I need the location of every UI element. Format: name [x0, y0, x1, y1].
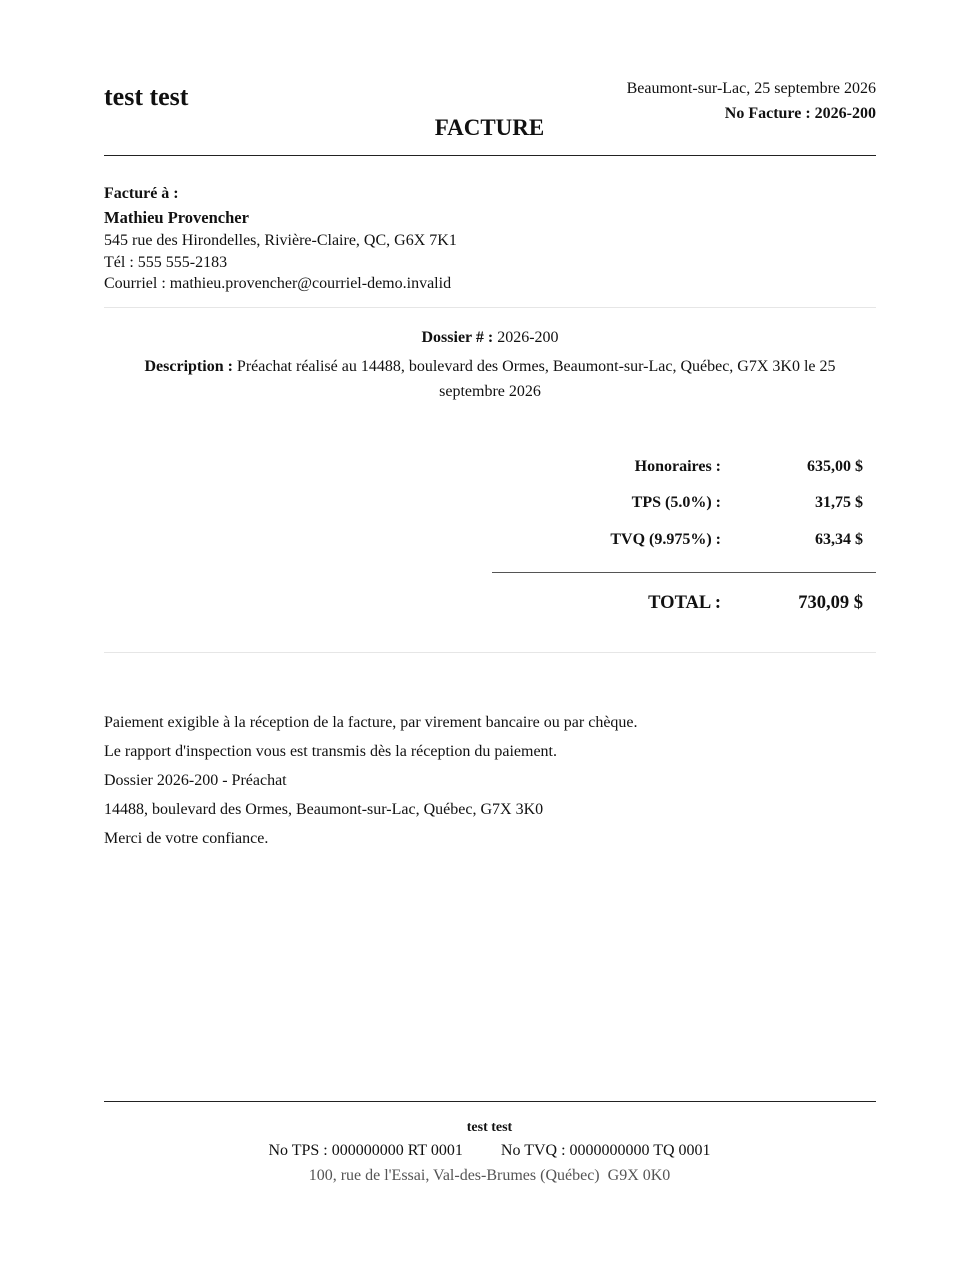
grand-total-label: TOTAL : — [648, 593, 721, 613]
dossier-line — [104, 329, 876, 347]
billed-to-block — [104, 183, 457, 295]
note-line: Merci de votre confiance. — [104, 830, 269, 847]
document-title: FACTURE — [434, 115, 545, 140]
tps-value: 31,75 $ — [815, 494, 863, 511]
invoice-number-label: No Facture : — [724, 105, 815, 122]
footer-divider — [104, 1101, 876, 1102]
note-line: Dossier 2026-200 - Préachat — [104, 772, 287, 789]
totals-divider — [104, 652, 876, 653]
description-line — [120, 354, 860, 404]
footer-tps: No TPS : 000000000 RT 0001 — [268, 1142, 463, 1159]
billed-to-heading: Facturé à : — [104, 185, 179, 202]
invoice-date: Beaumont-sur-Lac, 25 septembre 2026 — [626, 80, 876, 97]
header-divider — [104, 155, 876, 156]
client-email: Courriel : mathieu.provencher@courriel-demo.invalid — [104, 275, 452, 292]
fees-label: Honoraires : — [634, 458, 721, 475]
footer-address: 100, rue de l'Essai, Val-des-Brumes (Québec) G9X 0K0 — [308, 1167, 671, 1184]
dossier-label: Dossier # : — [421, 329, 494, 346]
footer-tvq: No TVQ : 0000000000 TQ 0001 — [500, 1142, 711, 1159]
invoice-number-value: 2026-200 — [814, 105, 876, 122]
footer-tax-numbers — [0, 1142, 979, 1160]
tvq-value: 63,34 $ — [815, 531, 863, 548]
note-line: 14488, boulevard des Ormes, Beaumont-sur-Lac, Québec, G7X 3K0 — [104, 801, 544, 818]
payment-notes — [104, 708, 638, 853]
grand-total-value: 730,09 $ — [798, 593, 863, 613]
fees-value: 635,00 $ — [807, 458, 863, 475]
company-name: test test — [104, 82, 189, 111]
footer-company-name: test test — [466, 1120, 513, 1135]
dossier-value: 2026-200 — [497, 329, 559, 346]
note-line: Paiement exigible à la réception de la facture, par virement bancaire ou par chèque. — [104, 714, 638, 731]
description-value: Préachat réalisé au 14488, boulevard des Ormes, Beaumont-sur-Lac, Québec, G7X 3K0 le 25 septembre 2026 — [236, 358, 836, 400]
client-address: 545 rue des Hirondelles, Rivière-Claire, QC, G6X 7K1 — [104, 232, 457, 249]
client-phone: Tél : 555 555-2183 — [104, 253, 228, 271]
section-divider — [104, 307, 876, 308]
tps-label: TPS (5.0%) : — [631, 494, 721, 511]
note-line: Le rapport d'inspection vous est transmis dès la réception du paiement. — [104, 743, 557, 760]
client-name: Mathieu Provencher — [104, 208, 249, 227]
description-label: Description : — [144, 358, 233, 375]
total-divider — [492, 572, 876, 573]
tvq-label: TVQ (9.975%) : — [610, 531, 721, 548]
